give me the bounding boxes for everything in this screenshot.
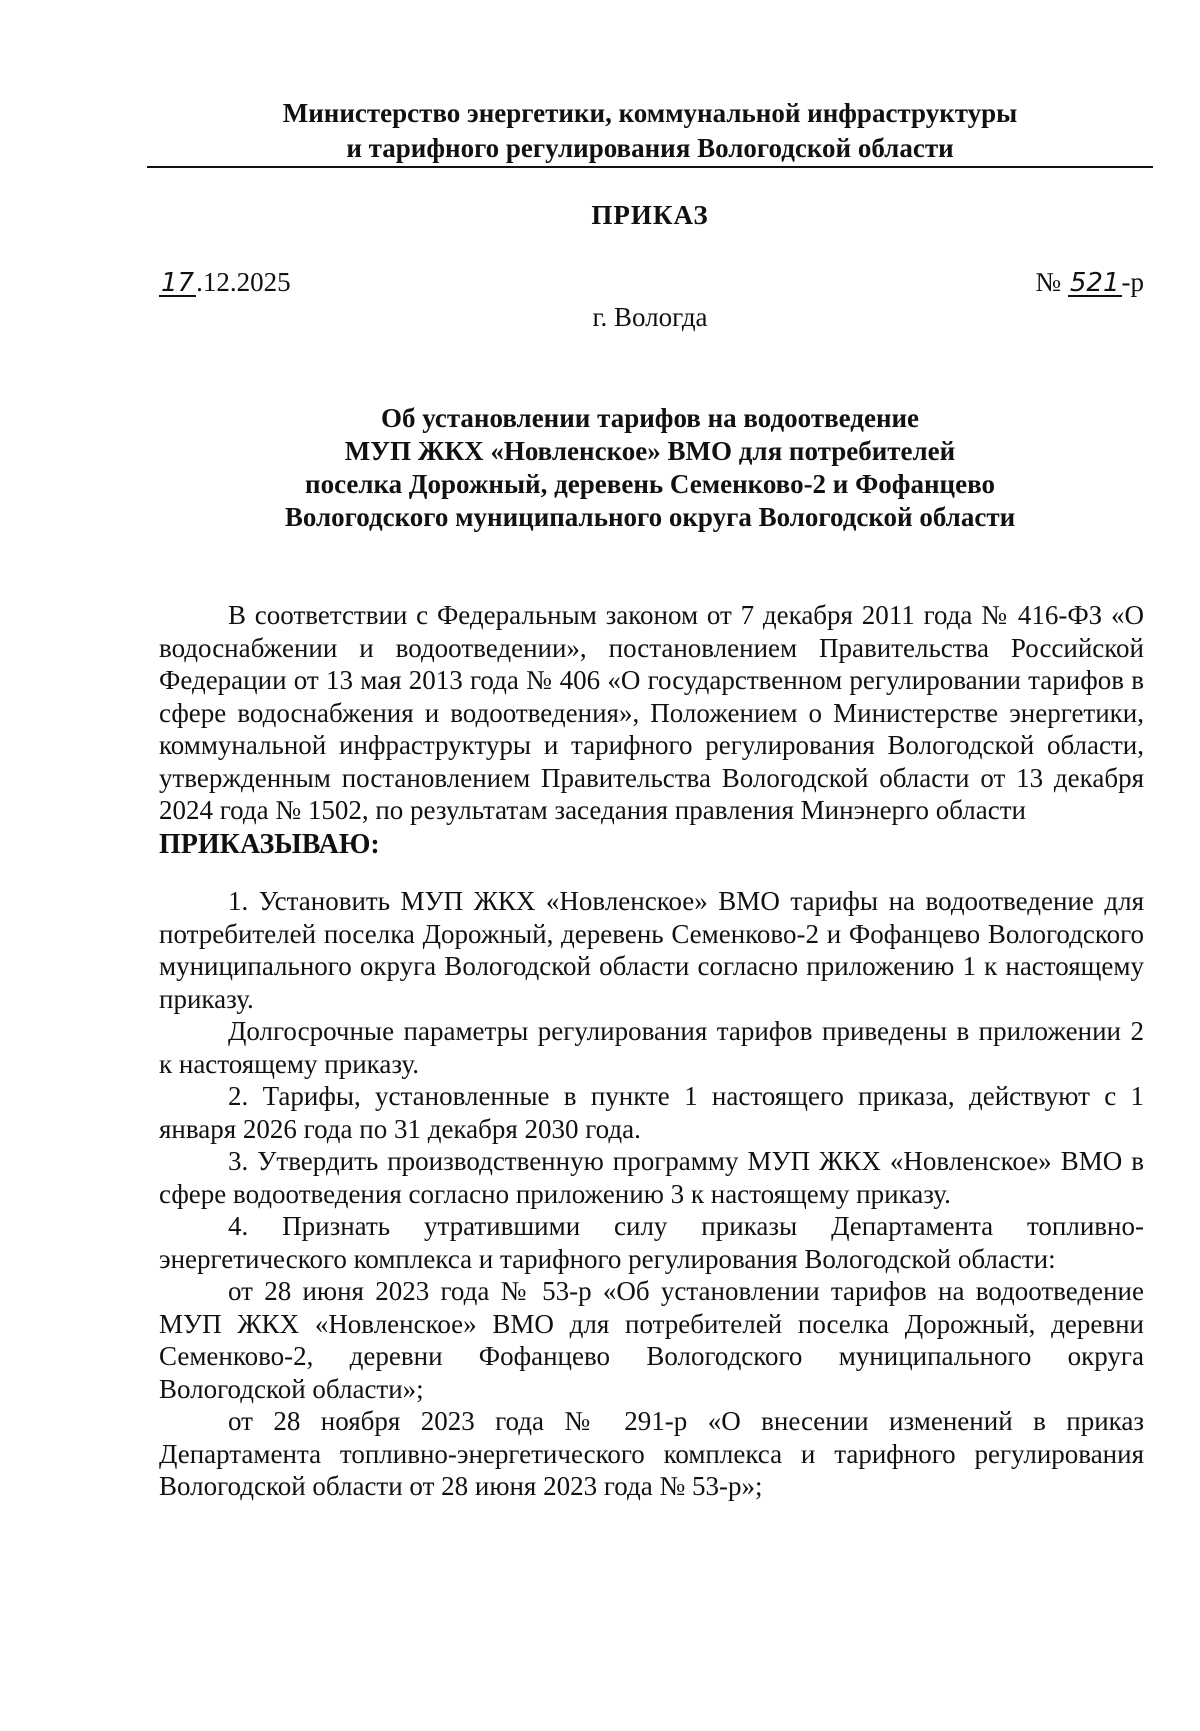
header-rule — [147, 166, 1153, 168]
number-prefix: № — [1035, 267, 1062, 297]
date-day-handwritten: 17 — [161, 268, 195, 298]
subject-line-4: Вологодского муниципального округа Вологодской области — [284, 502, 1016, 532]
order-title: ПРИКАЗ — [591, 200, 709, 230]
preamble-paragraph: В соответствии с Федеральным законом от 7 декабря 2011 года № 416-ФЗ «О водоснабжении и водоотведении», постановлением Правительства Российской Федерации от 13 мая 2013 года № 406 «О государственном регулировании тарифов в сфере водоснабжения и водоотведения», Положением о Министерстве энергетики, коммунальной инфраструктуры и тарифного регулирования Вологодской области, утвержденным постановлением Правительства Вологодской области от 13 декабря 2024 года № 1502, по результатам заседания правления Минэнерго области — [159, 600, 1144, 825]
order-date — [159, 267, 291, 298]
ministry-header — [150, 96, 1150, 166]
number-suffix: -р — [1121, 267, 1144, 297]
date-rest: .12.2025 — [196, 267, 291, 297]
subject-line-1: Об установлении тарифов на водоотведение — [380, 403, 920, 433]
ministry-line-1: Министерство энергетики, коммунальной инфраструктуры — [282, 98, 1018, 128]
order-city: г. Вологда — [592, 302, 708, 332]
ministry-line-2: и тарифного регулирования Вологодской области — [346, 133, 954, 163]
subject-line-3: поселка Дорожный, деревень Семенково-2 и Фофанцево — [305, 469, 995, 499]
number-handwritten: 521 — [1069, 268, 1120, 298]
item-4b-paragraph: от 28 ноября 2023 года № 291-р «О внесении изменений в приказ Департамента топливно-энергетического комплекса и тарифного регулирования Вологодской области от 28 июня 2023 года № 53-р»; — [159, 1406, 1144, 1501]
item-4a-paragraph: от 28 июня 2023 года № 53-р «Об установлении тарифов на водоотведение МУП ЖКХ «Новленское» ВМО для потребителей поселка Дорожный, деревни Семенково-2, деревни Фофанцево Вологодского муниципального округа Вологодской области»; — [159, 1276, 1144, 1404]
item-2-paragraph: 2. Тарифы, установленные в пункте 1 настоящего приказа, действуют с 1 января 2026 года по 31 декабря 2030 года. — [159, 1081, 1144, 1144]
order-subject — [150, 402, 1150, 534]
item-1-params-paragraph: Долгосрочные параметры регулирования тарифов приведены в приложении 2 к настоящему приказу. — [159, 1016, 1144, 1079]
order-number — [1035, 267, 1144, 298]
subject-line-2: МУП ЖКХ «Новленское» ВМО для потребителей — [344, 436, 956, 466]
item-1-paragraph: 1. Установить МУП ЖКХ «Новленское» ВМО тарифы на водоотведение для потребителей поселка Дорожный, деревень Семенково-2 и Фофанцево Вологодского муниципального округа Вологодской области согласно приложению 1 к настоящему приказу. — [159, 886, 1144, 1014]
item-4-paragraph: 4. Признать утратившими силу приказы Департамента топливно-энергетического комплекса и тарифного регулирования Вологодской области: — [159, 1211, 1144, 1274]
decree-heading: ПРИКАЗЫВАЮ: — [159, 828, 380, 860]
order-body — [159, 599, 1144, 1503]
item-3-paragraph: 3. Утвердить производственную программу МУП ЖКХ «Новленское» ВМО в сфере водоотведения согласно приложению 3 к настоящему приказу. — [159, 1146, 1144, 1209]
